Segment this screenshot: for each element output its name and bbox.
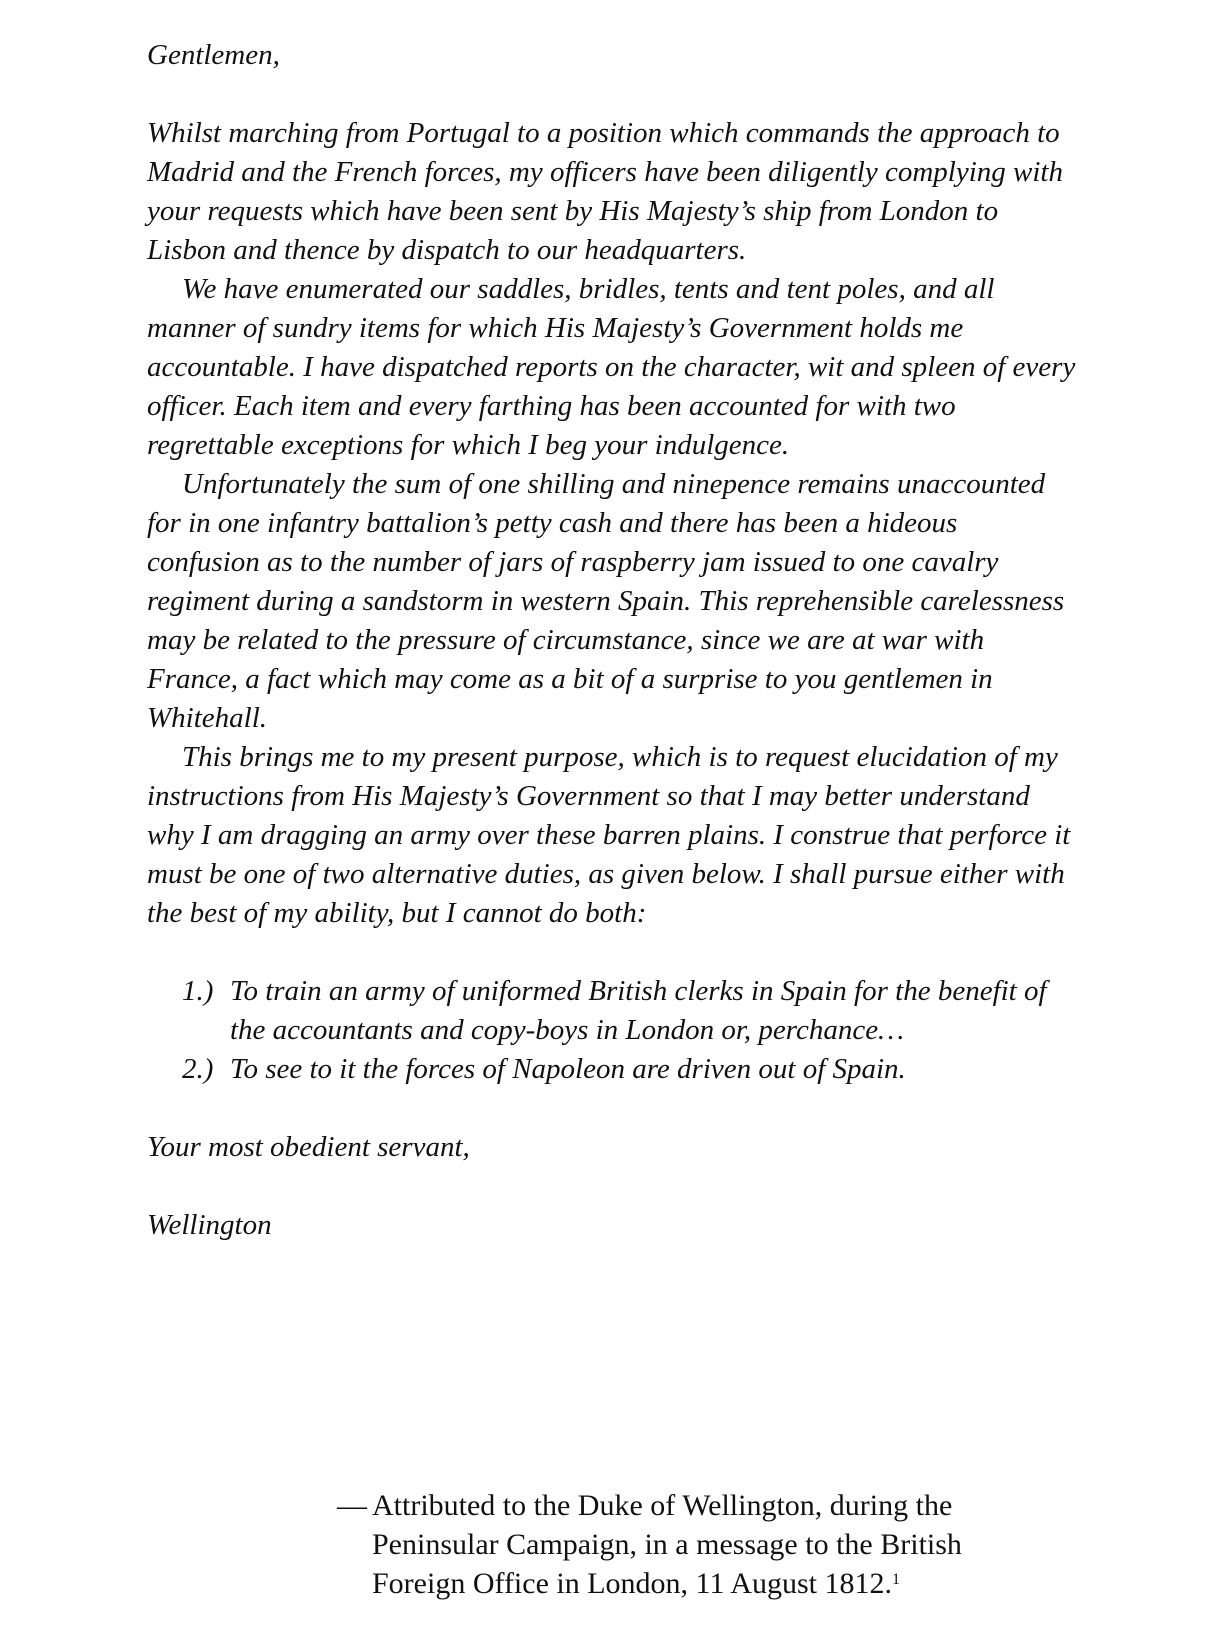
attribution-text: Attributed to the Duke of Wellington, during the Peninsular Campaign, in a message to the British Foreign Office in London, 11 August 1812. — [372, 1489, 962, 1600]
duty-number: 2.) — [182, 1053, 214, 1085]
salutation: Gentlemen, — [147, 39, 280, 71]
attribution — [337, 1486, 1057, 1603]
signature: Wellington — [147, 1209, 272, 1241]
duty-text: To train an army of uniformed British clerks in Spain for the benefit of the accountants and copy-boys in London or, perchance… — [230, 975, 1047, 1046]
paragraph-purpose: This brings me to my present purpose, which is to request elucidation of my instructions from His Majesty’s Government so that I may better understand why I am dragging an army over these barren plains. I construe that perforce it must be one of two alternative duties, as given below. I shall pursue either with the best of my ability, but I cannot do both: — [147, 741, 1071, 929]
duty-item — [147, 1050, 1077, 1089]
paragraph-opening: Whilst marching from Portugal to a position which commands the approach to Madrid and the French forces, my officers have been diligently complying with your requests which have been sent by His Majesty’s ship from London to Lisbon and thence by dispatch to our headquarters. — [147, 117, 1063, 266]
paragraph-exceptions: Unfortunately the sum of one shilling and ninepence remains unaccounted for in one infantry battalion’s petty cash and there has been a hideous confusion as to the number of jars of raspberry jam issued to one cavalry regiment during a sandstorm in western Spain. This reprehensible carelessness may be related to the pressure of circumstance, since we are at war with France, a fact which may come as a bit of a surprise to you gentlemen in Whitehall. — [147, 468, 1065, 734]
em-dash: — — [337, 1489, 367, 1522]
paragraph-enumeration: We have enumerated our saddles, bridles, tents and tent poles, and all manner of sundry items for which His Majesty’s Government holds me accountable. I have dispatched reports on the character, wit and spleen of every officer. Each item and every farthing has been accounted for with two regrettable exceptions for which I beg your indulgence. — [147, 273, 1076, 461]
footnote-marker[interactable]: 1 — [891, 1571, 900, 1588]
duties-list — [147, 972, 1077, 1089]
duty-item — [147, 972, 1077, 1050]
letter — [147, 36, 1077, 1245]
duty-text: To see to it the forces of Napoleon are driven out of Spain. — [230, 1053, 906, 1085]
duty-number: 1.) — [182, 975, 214, 1007]
closing: Your most obedient servant, — [147, 1131, 470, 1163]
